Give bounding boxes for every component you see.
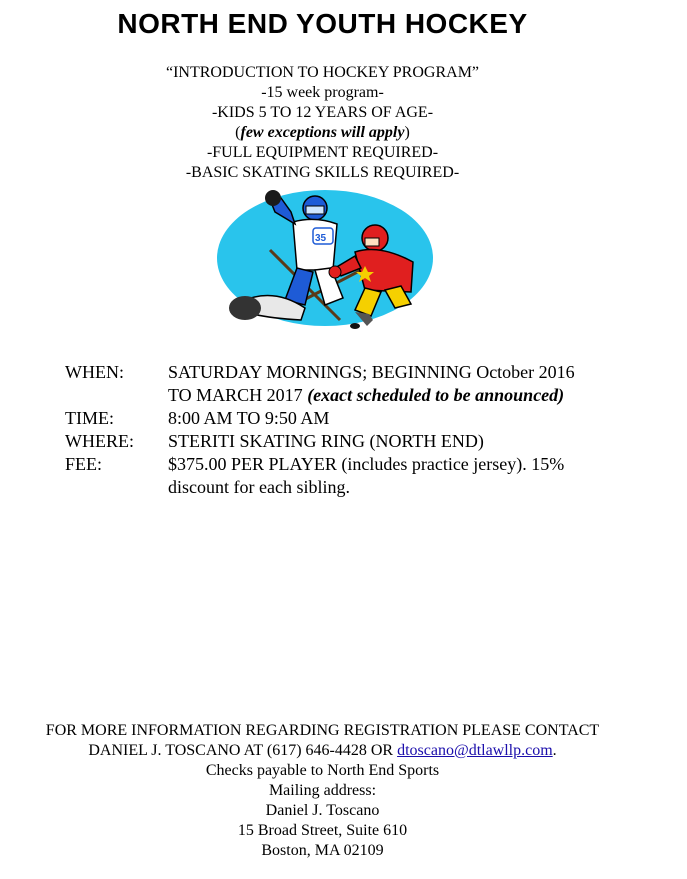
exceptions-text: few exceptions will apply (240, 124, 405, 141)
time-label: TIME: (65, 408, 114, 428)
where-value: STERITI SKATING RING (NORTH END) (168, 431, 484, 451)
fee-value (168, 453, 665, 499)
where-row (65, 430, 665, 453)
when-row (65, 361, 665, 407)
time-row (65, 407, 665, 430)
fee-label: FEE: (65, 454, 103, 474)
mailing-street: 15 Broad Street, Suite 610 (237, 822, 408, 839)
fee-line-1: $375.00 PER PLAYER (includes practice jersey). 15% (168, 454, 565, 474)
program-weeks: -15 week program- (261, 84, 384, 101)
program-equipment: -FULL EQUIPMENT REQUIRED- (206, 144, 439, 161)
mailing-name: Daniel J. Toscano (265, 802, 380, 819)
email-link[interactable]: dtoscano@dtlawllp.com (397, 742, 553, 759)
when-line-2-emph: (exact scheduled to be announced) (307, 385, 565, 405)
fee-line-2: discount for each sibling. (168, 477, 350, 497)
exceptions-open: ( (235, 124, 241, 141)
when-label: WHEN: (65, 362, 124, 382)
when-value (168, 361, 665, 407)
contact-name-phone: DANIEL J. TOSCANO AT (617) 646-4428 OR (88, 742, 398, 759)
hockey-players-illustration (215, 180, 433, 340)
mailing-city: Boston, MA 02109 (261, 842, 384, 859)
puck (350, 323, 360, 329)
flyer-title: NORTH END YOUTH HOCKEY (117, 8, 528, 39)
contact-line-1: FOR MORE INFORMATION REGARDING REGISTRATION PLEASE CONTACT (45, 722, 600, 739)
jersey-number: 35 (315, 233, 327, 244)
exceptions-close: ) (404, 124, 410, 141)
contact-footer (0, 721, 645, 861)
program-summary (0, 63, 645, 183)
checks-payable: Checks payable to North End Sports (205, 762, 440, 779)
contact-line-2-suffix: . (552, 742, 557, 759)
where-label: WHERE: (65, 431, 134, 451)
event-details (65, 361, 665, 499)
time-value: 8:00 AM TO 9:50 AM (168, 408, 330, 428)
fee-row (65, 453, 665, 499)
when-line-1: SATURDAY MORNINGS; BEGINNING October 2016 (168, 362, 575, 382)
mailing-label: Mailing address: (268, 782, 377, 799)
program-exceptions (0, 123, 645, 143)
when-line-2 (168, 384, 665, 407)
program-skating: -BASIC SKATING SKILLS REQUIRED- (185, 164, 460, 181)
contact-line-2 (0, 741, 645, 761)
program-name: “INTRODUCTION TO HOCKEY PROGRAM” (165, 64, 480, 81)
program-ages: -KIDS 5 TO 12 YEARS OF AGE- (211, 104, 434, 121)
when-line-2-plain: TO MARCH 2017 (168, 385, 308, 405)
